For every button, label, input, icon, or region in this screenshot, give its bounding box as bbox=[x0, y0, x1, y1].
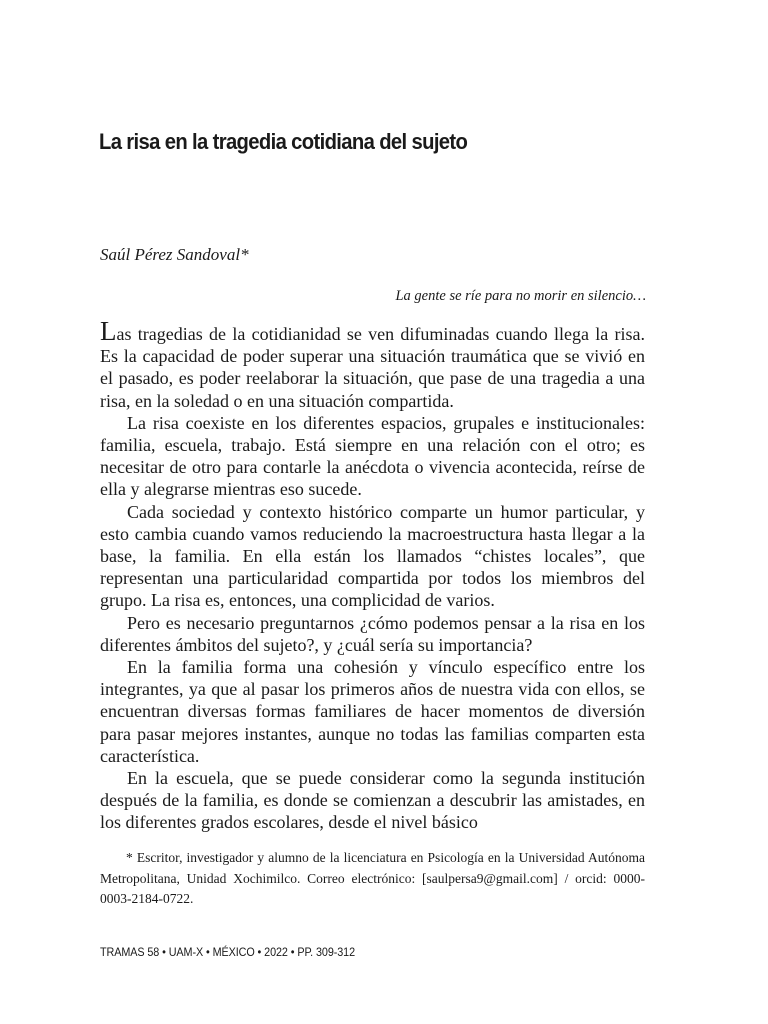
article-body bbox=[100, 316, 645, 834]
paragraph: En la escuela, que se puede considerar como la segunda institución después de la familia, es donde se comienzan a descubrir las amistades, en los diferentes grados escolares, desde el nivel básico bbox=[100, 768, 645, 833]
footnote bbox=[100, 848, 645, 910]
paragraph: En la familia forma una cohesión y vínculo específico entre los integrantes, ya que al pasar los primeros años de nuestra vida con ellos, se encuentran diversas formas familiares de hacer momentos de diversión para pasar mejores instantes, aunque no todas las familias comparten esta característica. bbox=[100, 657, 645, 766]
paragraph bbox=[100, 316, 645, 412]
footnote-text: * Escritor, investigador y alumno de la licenciatura en Psicología en la Universidad Autónoma Metropolitana, Unidad Xochimilco. Correo electrónico: [saulpersa9@gmail.com] / orcid: 0000-0003-2184-0722. bbox=[100, 850, 645, 906]
author-name: Saúl Pérez Sandoval* bbox=[100, 245, 249, 264]
drop-cap: L bbox=[100, 316, 117, 346]
running-footer: TRAMAS 58 • UAM-X • MÉXICO • 2022 • PP. 309-312 bbox=[100, 945, 356, 959]
paragraph: Pero es necesario preguntarnos ¿cómo podemos pensar a la risa en los diferentes ámbitos del sujeto?, y ¿cuál sería su importancia? bbox=[100, 612, 645, 655]
epigraph: La gente se ríe para no morir en silencio… bbox=[395, 288, 646, 304]
paragraph-text: as tragedias de la cotidianidad se ven difuminadas cuando llega la risa. Es la capacidad de poder superar una situación traumática que se vivió en el pasado, es poder reelaborar la situación, que pase de una tragedia a una risa, en la soledad o en una situación compartida. bbox=[100, 324, 645, 411]
paragraph: La risa coexiste en los diferentes espacios, grupales e institucionales: familia, escuela, trabajo. Está siempre en una relación con el otro; es necesitar de otro para contarle la anécdota o vivencia acontecida, reírse de ella y alegrarse mientras eso sucede. bbox=[100, 412, 645, 500]
paragraph: Cada sociedad y contexto histórico comparte un humor particular, y esto cambia cuando vamos reduciendo la macroestructura hasta llegar a la base, la familia. En ella están los llamados “chistes locales”, que representan una particularidad compartida por todos los miembros del grupo. La risa es, entonces, una complicidad de varios. bbox=[100, 501, 645, 611]
article-title: La risa en la tragedia cotidiana del sujeto bbox=[99, 129, 468, 154]
